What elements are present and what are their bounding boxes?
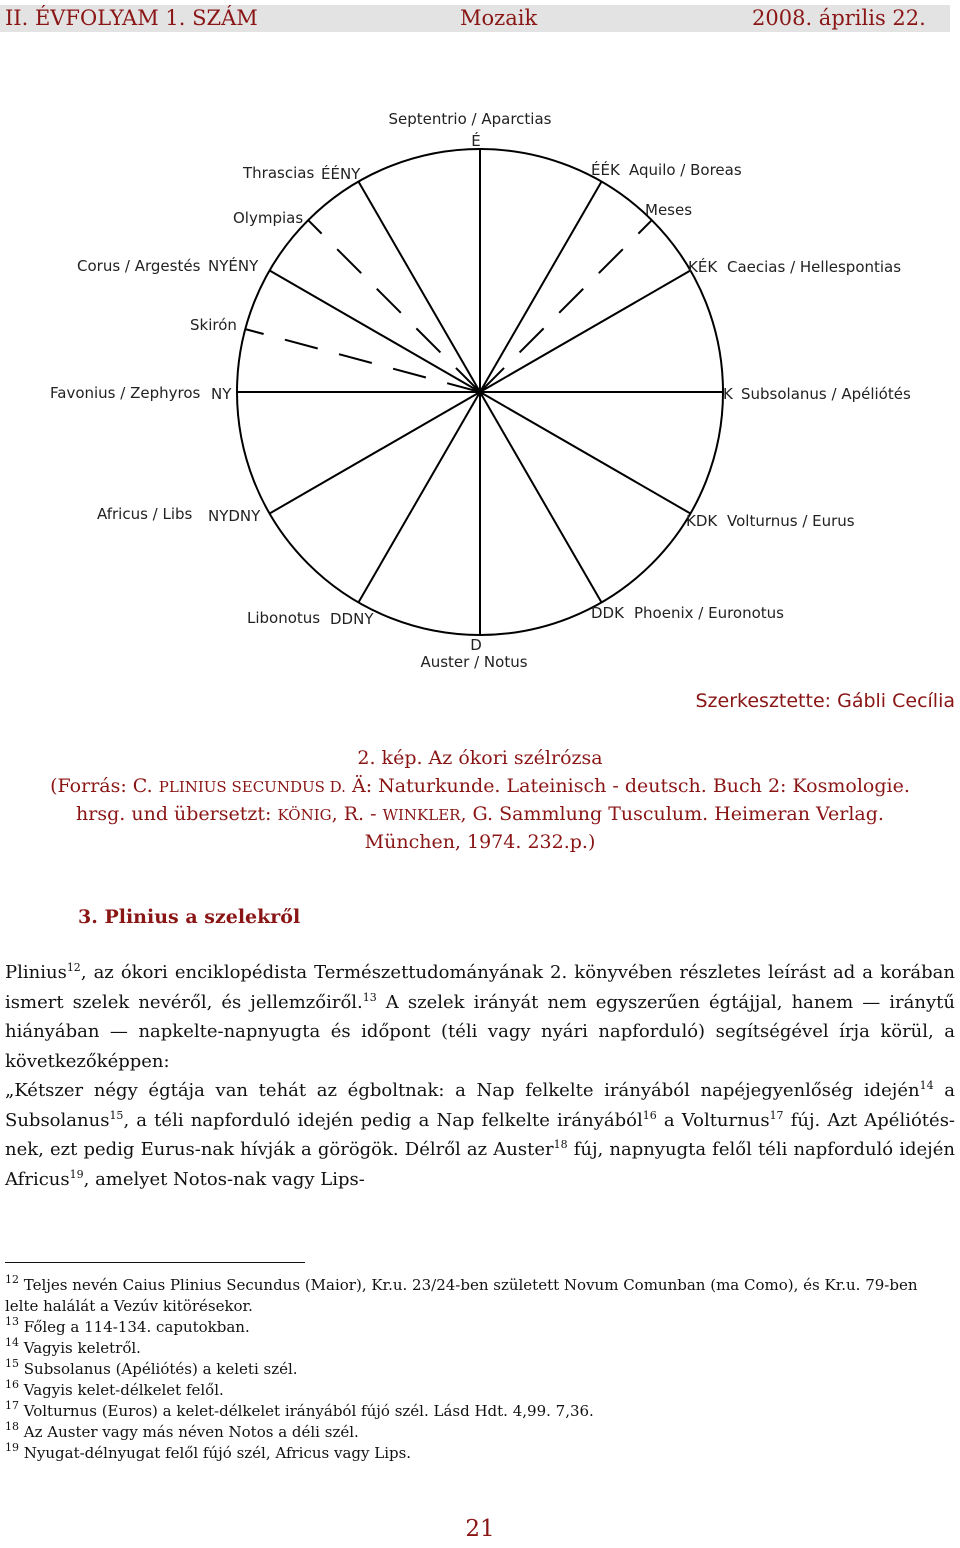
footnote-number: 12 xyxy=(5,1273,19,1286)
footnote-number: 14 xyxy=(5,1336,19,1349)
label-africus: Africus / Libs xyxy=(97,505,193,523)
caption-title: 2. kép. Az ókori szélrózsa xyxy=(357,747,603,769)
footnotes xyxy=(5,1275,955,1464)
caption-src-open: (Forrás: C. xyxy=(50,775,153,797)
caption-r-sep: , R. - xyxy=(331,803,377,825)
body-text-run: fúj, napnyugta felől téli napforduló idején Africus xyxy=(5,1139,955,1190)
body-text-run: „Kétszer négy égtája van tehát az égboltnak: a Nap felkelte irányából napéjegyenlőség idején xyxy=(5,1080,920,1101)
footnote-ref-12[interactable]: 12 xyxy=(66,961,81,974)
label-ddny: DDNY xyxy=(330,610,374,628)
caption-author-winkler: WINKLER xyxy=(382,806,461,824)
body-text-run: Plinius xyxy=(5,962,67,983)
label-libonotus: Libonotus xyxy=(247,609,321,627)
footnote-15 xyxy=(5,1359,955,1380)
footnote-ref-16[interactable]: 16 xyxy=(642,1108,657,1122)
footnote-18 xyxy=(5,1422,955,1443)
body-text-run: , az ókori enciklopédista Természettudományának 2. könyvében részletes leírást ad a korában ismert szelek nevéről, és jellemzőiről. xyxy=(5,962,955,1013)
label-ny: NY xyxy=(211,385,232,403)
footnote-12 xyxy=(5,1275,955,1317)
footnote-ref-17[interactable]: 17 xyxy=(769,1108,784,1122)
footnote-separator xyxy=(5,1262,305,1263)
caption-author-konig: KÖNIG xyxy=(277,806,332,824)
footnote-text: Subsolanus (Apéliótés) a keleti szél. xyxy=(19,1360,298,1378)
body-text xyxy=(5,958,955,1194)
label-south-dir: D xyxy=(470,636,482,654)
footnote-ref-14[interactable]: 14 xyxy=(919,1079,934,1092)
header-section: Mozaik xyxy=(460,6,538,30)
footnote-number: 18 xyxy=(5,1420,19,1433)
footnote-number: 16 xyxy=(5,1378,19,1391)
footnote-14 xyxy=(5,1338,955,1359)
footnote-text: Főleg a 114-134. caputokban. xyxy=(19,1318,250,1336)
dashed-line-olympias xyxy=(308,220,480,392)
body-text-run: A szelek irányát nem egyszerűen égtájjal, hanem — iránytű hiányában — napkelte-napnyugta és időpont (téli vagy nyári napforduló) segítségével írja körül, a következőképpen: xyxy=(5,991,955,1072)
label-k: K xyxy=(723,385,733,403)
body-text-run: , a téli napforduló idején pedig a Nap felkelte irányából xyxy=(123,1109,643,1131)
caption-author-plinius: PLINIUS SECUNDUS D. xyxy=(158,778,346,796)
caption-source-line1 xyxy=(0,772,960,801)
caption-hrsg: hrsg. und übersetzt: xyxy=(76,803,272,825)
footnote-17 xyxy=(5,1401,955,1422)
label-aquilo: Aquilo / Boreas xyxy=(629,161,742,179)
label-olympias: Olympias xyxy=(233,209,304,227)
header-date: 2008. április 22. xyxy=(752,6,926,30)
body-text-run: a Subsolanus xyxy=(5,1080,956,1131)
label-caecias: Caecias / Hellespontias xyxy=(727,258,902,276)
footnote-text: Az Auster vagy más néven Notos a déli szél. xyxy=(19,1423,359,1441)
label-subsolanus: Subsolanus / Apéliótés xyxy=(741,385,911,403)
editor-credit: Szerkesztette: Gábli Cecília xyxy=(695,690,955,712)
label-eeny: ÉÉNY xyxy=(321,165,361,183)
label-meses: Meses xyxy=(645,201,693,219)
label-nyeny: NYÉNY xyxy=(208,257,259,275)
label-phoenix: Phoenix / Euronotus xyxy=(634,604,784,622)
label-skiron: Skirón xyxy=(190,316,237,334)
caption-source-line4: München, 1974. 232.p.) xyxy=(364,831,596,853)
footnote-number: 15 xyxy=(5,1357,19,1370)
label-corus: Corus / Argestés xyxy=(77,257,201,275)
dashed-directions xyxy=(245,220,652,392)
caption-g-rest: , G. Sammlung Tusculum. Heimeran Verlag. xyxy=(460,803,884,825)
footnote-number: 17 xyxy=(5,1399,19,1412)
label-volturnus: Volturnus / Eurus xyxy=(727,512,855,530)
label-eek: ÉÉK xyxy=(591,161,620,179)
label-north-name: Septentrio / Aparctias xyxy=(388,110,552,128)
footnote-number: 13 xyxy=(5,1315,19,1328)
footnote-number: 19 xyxy=(5,1441,19,1454)
label-favonius: Favonius / Zephyros xyxy=(50,384,201,402)
footnote-13 xyxy=(5,1317,955,1338)
dashed-line-skiron xyxy=(245,329,480,392)
page-number: 21 xyxy=(465,1516,495,1542)
label-ddk: DDK xyxy=(591,604,624,622)
footnote-ref-18[interactable]: 18 xyxy=(553,1138,568,1151)
footnote-text: Vagyis keletről. xyxy=(19,1339,141,1357)
footnote-16 xyxy=(5,1380,955,1401)
header-volume: II. ÉVFOLYAM 1. SZÁM xyxy=(5,6,258,30)
label-nydny: NYDNY xyxy=(208,507,261,525)
body-paragraph-1 xyxy=(5,958,955,1076)
footnote-ref-19[interactable]: 19 xyxy=(69,1167,84,1181)
body-text-run: fúj. Azt Apéliótés-nek, ezt pedig Eurus-nak hívják a görögök. Délről az Auster xyxy=(5,1109,956,1160)
label-kdk: KDK xyxy=(686,512,718,530)
label-thrascias: Thrascias xyxy=(243,164,315,182)
footnote-ref-13[interactable]: 13 xyxy=(362,990,377,1004)
footnote-text: Vagyis kelet-délkelet felől. xyxy=(19,1381,224,1399)
label-kek: KÉK xyxy=(688,258,718,276)
body-text-run: a Volturnus xyxy=(656,1109,770,1131)
caption-src-mid: Ä: Naturkunde. Lateinisch - deutsch. Buch 2: Kosmologie. xyxy=(351,775,910,797)
section-title: 3. Plinius a szelekről xyxy=(78,906,301,928)
footnote-text: Volturnus (Euros) a kelet-délkelet irányából fújó szél. Lásd Hdt. 4,99. 7,36. xyxy=(19,1402,594,1420)
footnote-19 xyxy=(5,1443,955,1464)
body-text-run: , amelyet Notos-nak vagy Lips- xyxy=(83,1168,365,1190)
label-south-name: Auster / Notus xyxy=(420,653,528,671)
body-paragraph-2 xyxy=(5,1076,955,1194)
caption-source-line2 xyxy=(0,800,960,829)
wind-rose-diagram xyxy=(0,0,960,680)
footnote-text: Teljes nevén Caius Plinius Secundus (Maior), Kr.u. 23/24-ben született Novum Comunban (ma Como), és Kr.u. 79-ben lelte halálát a Vezúv kitörésekor. xyxy=(5,1276,918,1315)
dashed-line-meses xyxy=(480,220,652,392)
footnote-ref-15[interactable]: 15 xyxy=(109,1108,124,1122)
label-north-dir: É xyxy=(471,132,481,150)
footnote-text: Nyugat-délnyugat felől fújó szél, Africus vagy Lips. xyxy=(19,1444,412,1462)
